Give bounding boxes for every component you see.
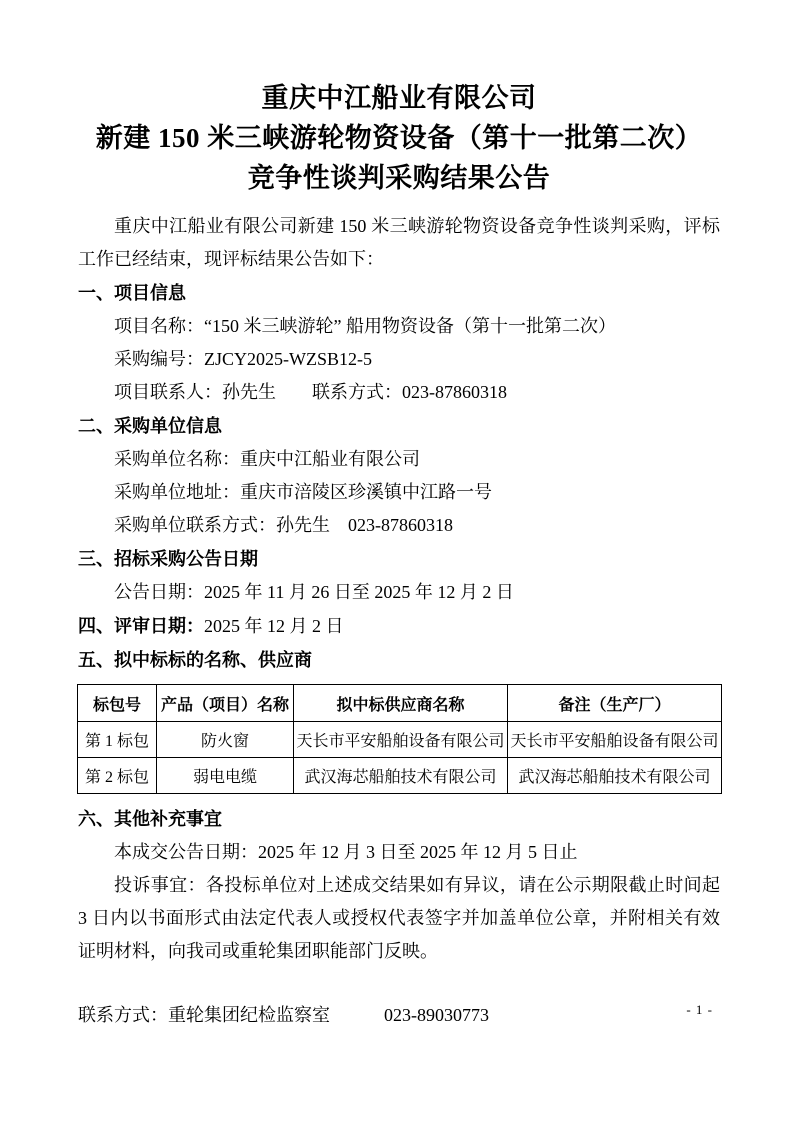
procurement-number-line: 采购编号：ZJCY2025-WZSB12-5 <box>114 349 372 369</box>
document-title <box>78 78 720 198</box>
section-award-results <box>78 644 720 794</box>
table-row <box>78 722 722 758</box>
purchaser-contact-line: 采购单位联系方式：孙先生 023-87860318 <box>114 515 453 535</box>
section-announcement-date <box>78 543 720 609</box>
footer-contact-line: 联系方式：重轮集团纪检监察室 023-89030773 <box>78 1005 489 1025</box>
section5-heading: 五、拟中标标的名称、供应商 <box>78 650 312 670</box>
section-project-info <box>78 277 720 409</box>
purchaser-name-line: 采购单位名称：重庆中江船业有限公司 <box>114 449 420 469</box>
complaint-paragraph: 投诉事宜：各投标单位对上述成交结果如有异议，请在公示期限截止时间起 3 日内以书面形式由法定代表人或授权代表签字并加盖单位公章，并附相关有效证明材料，向我司或重轮集团职能部门反映。 <box>78 875 720 961</box>
title-line-3: 竞争性谈判采购结果公告 <box>247 163 551 193</box>
cell-supplier-name: 天长市平安船舶设备有限公司 <box>294 722 508 758</box>
deal-announcement-date-line: 本成交公告日期：2025 年 12 月 3 日至 2025 年 12 月 5 日止 <box>114 842 578 862</box>
cell-remarks: 天长市平安船舶设备有限公司 <box>508 722 722 758</box>
document-content <box>78 78 720 1032</box>
section6-heading: 六、其他补充事宜 <box>78 809 222 829</box>
section4-heading: 四、评审日期： <box>78 616 204 636</box>
title-line-2: 新建 150 米三峡游轮物资设备（第十一批第二次） <box>95 123 703 153</box>
table-row <box>78 758 722 794</box>
cell-remarks: 武汉海芯船舶技术有限公司 <box>508 758 722 794</box>
review-date-value: 2025 年 12 月 2 日 <box>204 616 344 636</box>
cell-product-name: 防火窗 <box>157 722 294 758</box>
award-table <box>77 684 722 794</box>
cell-package-no: 第 1 标包 <box>78 722 157 758</box>
section4-review-date-line <box>78 610 720 643</box>
column-header-remarks: 备注（生产厂） <box>508 685 722 722</box>
purchaser-address-line: 采购单位地址：重庆市涪陵区珍溪镇中江路一号 <box>114 482 492 502</box>
page-number: - 1 - <box>686 1002 713 1017</box>
column-header-product-name: 产品（项目）名称 <box>157 685 294 722</box>
title-line-1: 重庆中江船业有限公司 <box>261 83 537 113</box>
column-header-package-no: 标包号 <box>78 685 157 722</box>
section1-heading: 一、项目信息 <box>78 283 186 303</box>
section-supplementary <box>78 803 720 968</box>
section2-heading: 二、采购单位信息 <box>78 416 222 436</box>
announcement-date-line: 公告日期：2025 年 11 月 26 日至 2025 年 12 月 2 日 <box>114 582 514 602</box>
intro-paragraph: 重庆中江船业有限公司新建 150 米三峡游轮物资设备竞争性谈判采购，评标工作已经结束，现评标结果公告如下： <box>78 216 720 269</box>
column-header-supplier-name: 拟中标供应商名称 <box>294 685 508 722</box>
award-table-header-row <box>78 685 722 722</box>
section-purchaser-info <box>78 410 720 542</box>
project-contact-line: 项目联系人：孙先生 联系方式：023-87860318 <box>114 382 507 402</box>
cell-product-name: 弱电电缆 <box>157 758 294 794</box>
section3-heading: 三、招标采购公告日期 <box>78 549 258 569</box>
cell-supplier-name: 武汉海芯船舶技术有限公司 <box>294 758 508 794</box>
project-name-line: 项目名称：“150 米三峡游轮” 船用物资设备（第十一批第二次） <box>114 316 616 336</box>
cell-package-no: 第 2 标包 <box>78 758 157 794</box>
